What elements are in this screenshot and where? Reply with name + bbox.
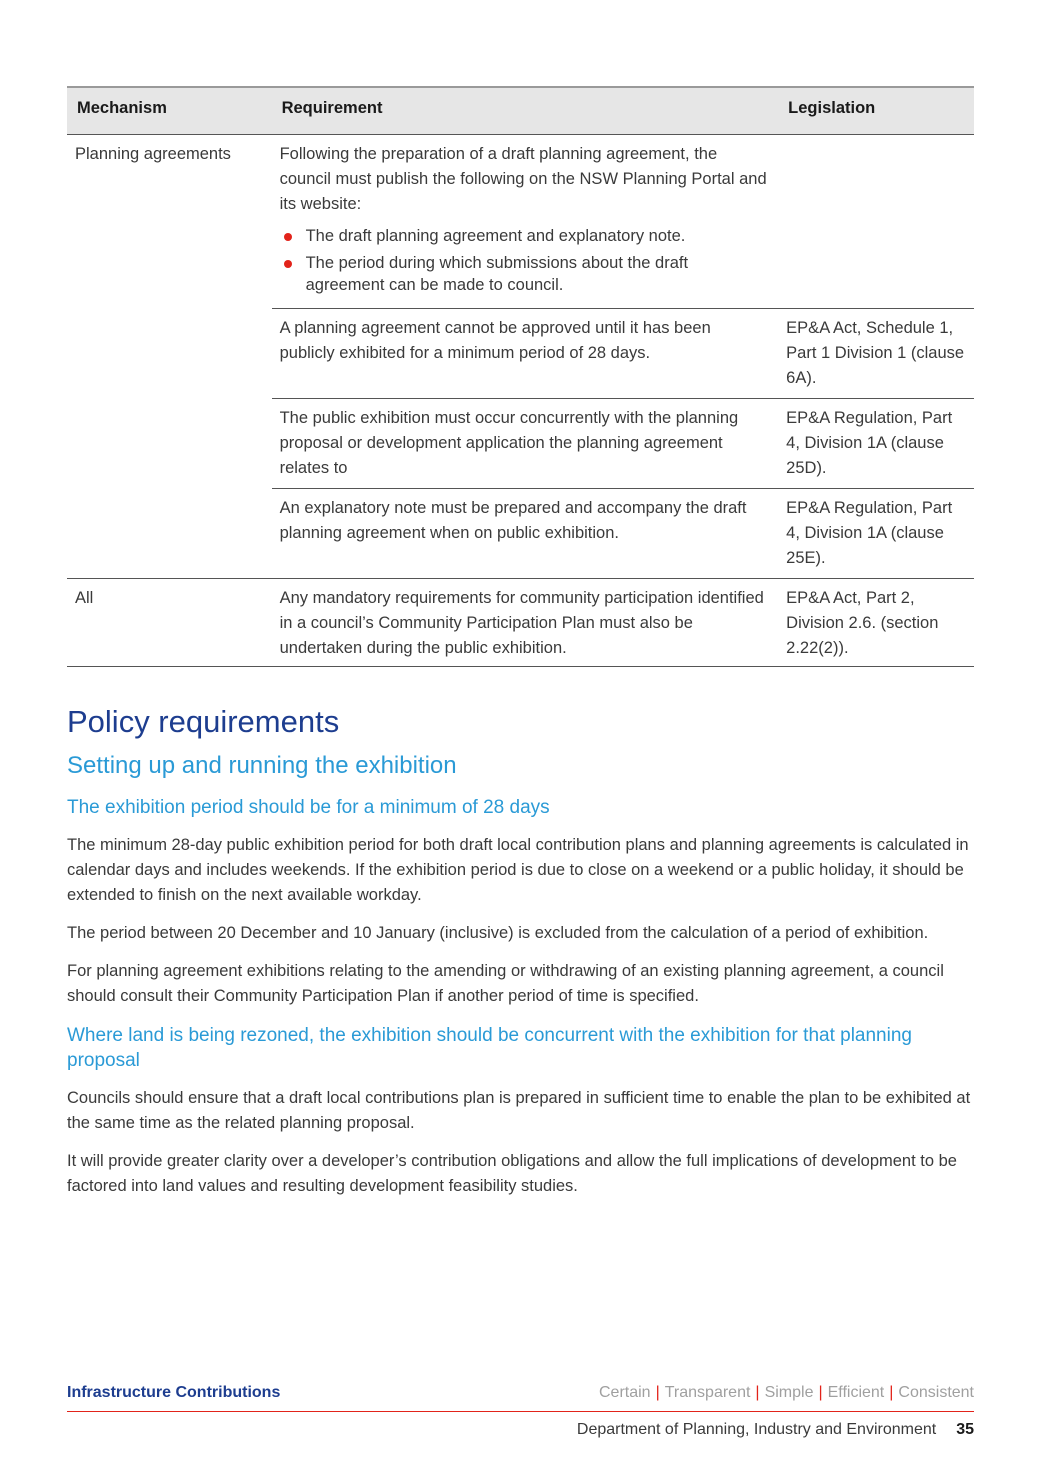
paragraph: The minimum 28-day public exhibition period for both draft local contribution plans and planning agreements is calculated in calendar days and includes weekends. If the exhibition period is due to close on a weekend or a public holiday, it should be extended to finish on the next available workday. [67, 836, 969, 904]
requirement-cell: An explanatory note must be prepared and accompany the draft planning agreement when on public exhibition. [272, 489, 779, 579]
table-row [67, 579, 974, 667]
paragraph: Councils should ensure that a draft local contributions plan is prepared in sufficient time to enable the plan to be exhibited at the same time as the related planning proposal. [67, 1089, 971, 1132]
requirements-table [67, 86, 974, 667]
requirement-cell: The public exhibition must occur concurrently with the planning proposal or development application the planning agreement relates to [272, 399, 779, 489]
list-item: The period during which submissions about the draft agreement can be made to council. [280, 252, 771, 296]
section-title-rezoning: Where land is being rezoned, the exhibition should be concurrent with the exhibition for that planning proposal [67, 1025, 912, 1071]
requirement-text: Following the preparation of a draft planning agreement, the council must publish the following on the NSW Planning Portal and its website: [279, 145, 767, 213]
paragraph: For planning agreement exhibitions relating to the amending or withdrawing of an existing planning agreement, a council should consult their Community Participation Plan if another period of time is specified. [67, 962, 944, 1005]
requirement-cell: Any mandatory requirements for community participation identified in a council’s Community Participation Plan must also be undertaken during the public exhibition. [272, 579, 779, 667]
section-heading: Policy requirements [67, 704, 340, 739]
page-content [67, 86, 974, 1199]
footer-department-line [67, 1421, 974, 1439]
table-row [67, 135, 974, 309]
page-number: 35 [956, 1421, 974, 1438]
footer-tag: Transparent [664, 1384, 751, 1401]
mechanism-cell: All [67, 579, 272, 667]
table-header-row [67, 87, 974, 135]
footer-tag: Consistent [898, 1384, 974, 1401]
legislation-cell: EP&A Regulation, Part 4, Division 1A (clause 25D). [778, 399, 974, 489]
header-mechanism: Mechanism [67, 87, 272, 135]
header-requirement: Requirement [272, 87, 779, 135]
footer-tags: Certain | Transparent | Simple | Efficient | Consistent [599, 1384, 974, 1401]
footer-department: Department of Planning, Industry and Environment [576, 1421, 937, 1438]
footer-tag: Certain [599, 1384, 651, 1401]
section-title-minimum-period: The exhibition period should be for a minimum of 28 days [67, 797, 550, 818]
footer-tag: Simple [764, 1384, 814, 1401]
requirement-cell [272, 135, 779, 309]
legislation-cell: EP&A Regulation, Part 4, Division 1A (clause 25E). [778, 489, 974, 579]
list-item: The draft planning agreement and explanatory note. [280, 225, 771, 247]
page-footer [67, 1384, 974, 1439]
subheading: Setting up and running the exhibition [67, 752, 457, 779]
paragraph: It will provide greater clarity over a developer’s contribution obligations and allow the full implications of development to be factored into land values and resulting development feasibility studies. [67, 1152, 957, 1195]
legislation-cell [778, 135, 974, 309]
mechanism-cell: Planning agreements [67, 135, 272, 579]
bullet-list [280, 225, 771, 296]
requirement-cell: A planning agreement cannot be approved until it has been publicly exhibited for a minimum period of 28 days. [272, 309, 779, 399]
header-legislation: Legislation [778, 87, 974, 135]
footer-tag: Efficient [827, 1384, 885, 1401]
legislation-cell: EP&A Act, Schedule 1, Part 1 Division 1 (clause 6A). [778, 309, 974, 399]
footer-title: Infrastructure Contributions [67, 1384, 281, 1401]
paragraph: The period between 20 December and 10 January (inclusive) is excluded from the calculation of a period of exhibition. [67, 924, 929, 942]
legislation-cell: EP&A Act, Part 2, Division 2.6. (section 2.22(2)). [778, 579, 974, 667]
footer-divider [67, 1411, 974, 1412]
